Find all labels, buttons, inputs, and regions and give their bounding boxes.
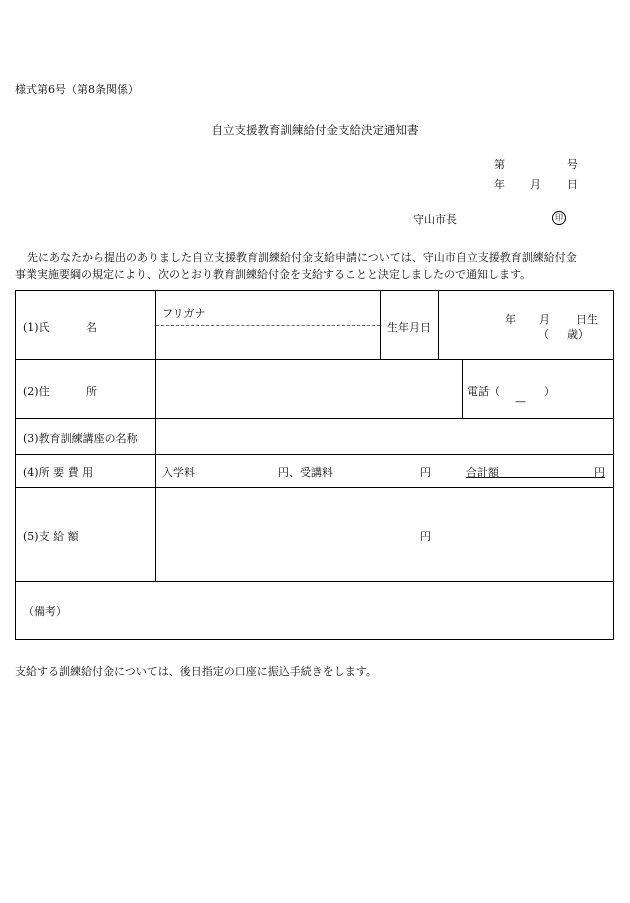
- phone-column-divider: [462, 360, 463, 419]
- row-divider: [16, 454, 613, 455]
- row-divider: [16, 581, 613, 582]
- document-title: 自立支援教育訓練給付金支給決定通知書: [211, 123, 419, 137]
- remarks-label: （備考）: [23, 605, 67, 618]
- total-underline: [499, 477, 605, 478]
- amount-label: (5)支 給 額: [23, 530, 79, 543]
- issuer-name: 守山市長: [413, 213, 457, 226]
- phone-dash: —: [515, 395, 526, 408]
- total-label: 合計額: [466, 466, 499, 479]
- name-label-char: 名: [86, 321, 97, 334]
- date-year: 年: [494, 178, 505, 191]
- form-id: 様式第6号（第8条関係）: [15, 83, 139, 96]
- birthdate-label: 生年月日: [387, 321, 431, 334]
- cost-yen-1: 円: [420, 466, 431, 479]
- tuition-label: 円、受講料: [278, 466, 333, 479]
- doc-number-suffix: 号: [567, 158, 578, 171]
- amount-yen: 円: [420, 530, 431, 543]
- age-close: 歳）: [567, 328, 589, 341]
- footer-note: 支給する訓練給付金については、後日指定の口座に振込手続きをします。: [15, 665, 377, 678]
- cost-yen-2: 円: [594, 466, 605, 479]
- seal-icon: 印: [552, 211, 566, 225]
- date-month: 月: [530, 178, 541, 191]
- row-divider: [16, 418, 613, 419]
- doc-number-prefix: 第: [494, 158, 505, 171]
- form-table: [15, 290, 614, 640]
- age-open: （: [538, 328, 549, 341]
- date-day: 日: [567, 178, 578, 191]
- row-divider: [16, 359, 613, 360]
- furigana-label: フリガナ: [162, 307, 206, 320]
- birth-value-divider: [438, 291, 439, 360]
- course-label: (3)教育訓練講座の名称: [23, 432, 138, 445]
- entrance-fee-label: 入学料: [162, 466, 195, 479]
- birth-column-divider: [380, 291, 381, 360]
- address-label-num: (2)住: [23, 385, 50, 398]
- birth-year: 年: [505, 313, 516, 326]
- birth-month: 月: [539, 313, 550, 326]
- furigana-dashed-line: [156, 325, 380, 326]
- intro-line-1: 先にあなたから提出のありました自立支援教育訓練給付金支給申請については、守山市自立支援教育訓練給付金: [27, 251, 577, 264]
- cost-label: (4)所 要 費 用: [23, 466, 94, 479]
- birth-day: 日生: [576, 313, 598, 326]
- intro-line-2: 事業実施要綱の規定により、次のとおり教育訓練給付金を支給することと決定しましたので通知します。: [15, 268, 532, 281]
- phone-label: 電話（: [467, 385, 500, 398]
- address-label-char: 所: [86, 385, 97, 398]
- label-column-divider: [155, 291, 156, 582]
- row-divider: [16, 487, 613, 488]
- name-label-num: (1)氏: [23, 321, 50, 334]
- phone-close: ）: [544, 385, 555, 398]
